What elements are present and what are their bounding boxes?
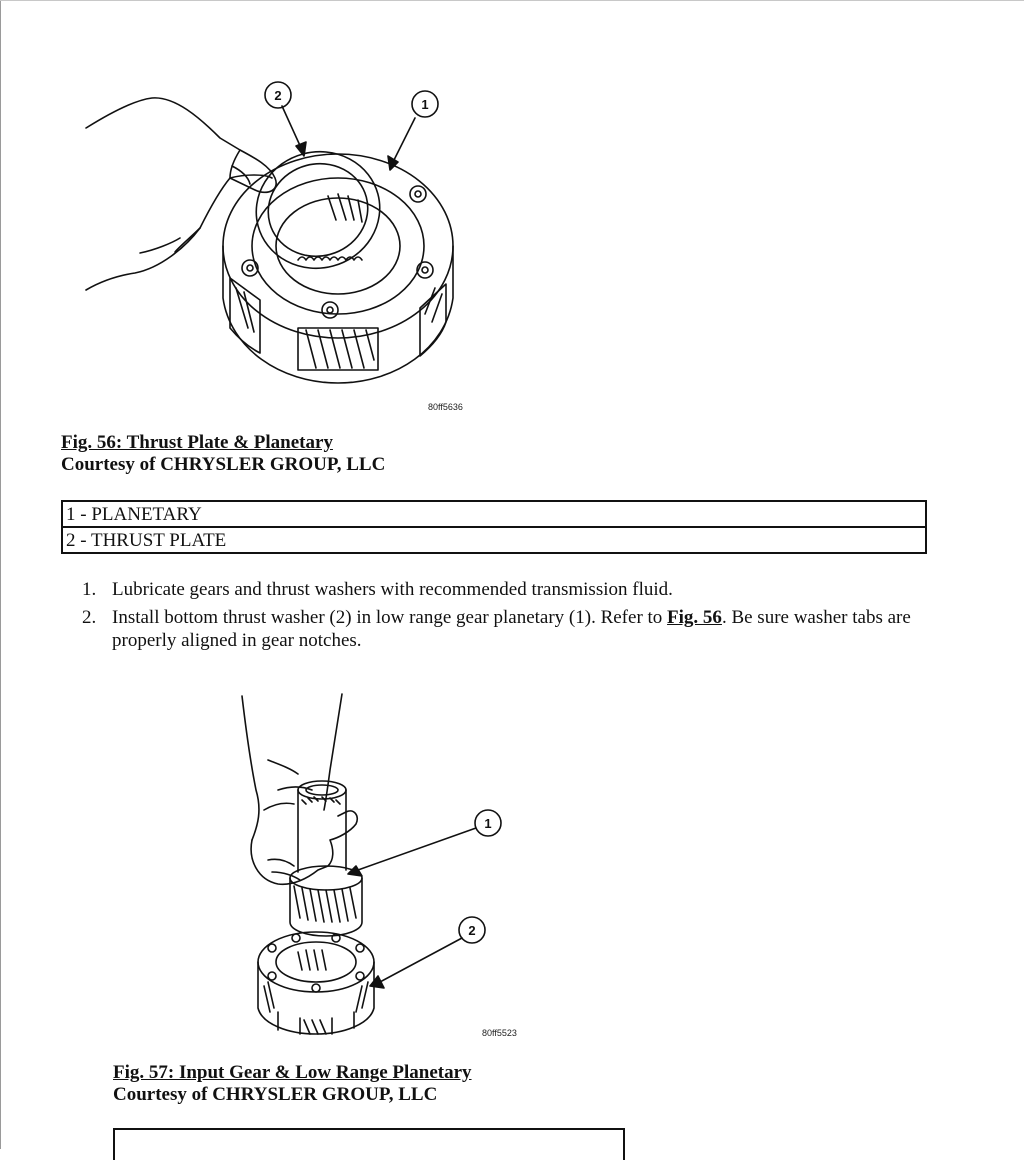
step-number: 1.	[82, 579, 97, 600]
figure-56-title: Fig. 56: Thrust Plate & Planetary	[61, 432, 333, 453]
figure-56-illustration	[80, 78, 500, 418]
step-text: Lubricate gears and thrust washers with recommended transmission fluid.	[112, 579, 673, 600]
figure-57-illustration	[238, 690, 538, 1040]
figure-57-image-id: 80ff5523	[482, 1028, 517, 1038]
legend-row	[62, 501, 926, 527]
page-border	[0, 0, 1, 1149]
step-number: 2.	[82, 607, 97, 628]
figure-56-image-id: 80ff5636	[428, 402, 463, 412]
step-text-before: Install bottom thrust washer (2) in low range gear planetary (1). Refer to	[112, 607, 668, 628]
figure-57-title: Fig. 57: Input Gear & Low Range Planetary	[113, 1062, 472, 1083]
step-item	[79, 578, 979, 601]
figure-56-caption	[61, 432, 385, 476]
page-border-top	[0, 0, 1024, 1]
legend-cell: 1 - PLANETARY	[62, 501, 926, 527]
legend-cell: 2 - THRUST PLATE	[62, 527, 926, 553]
figure-56-credit: Courtesy of CHRYSLER GROUP, LLC	[61, 454, 386, 475]
figure-57-caption	[113, 1062, 472, 1106]
step-text-after: . Be sure washer tabs are properly aligned in gear notches.	[112, 607, 911, 651]
procedure-steps	[79, 578, 979, 657]
figure-56-legend-table	[61, 500, 927, 554]
figure-57-legend-table	[113, 1128, 625, 1160]
figure-57-credit: Courtesy of CHRYSLER GROUP, LLC	[113, 1084, 438, 1105]
figure-56-link[interactable]: Fig. 56	[667, 607, 722, 628]
legend-row	[62, 527, 926, 553]
step-item	[79, 606, 979, 652]
figure-56-callout-1: 1	[421, 97, 429, 112]
figure-57-callout-2: 2	[468, 923, 476, 938]
figure-57-callout-1: 1	[484, 816, 492, 831]
figure-56-callout-2: 2	[274, 88, 282, 103]
